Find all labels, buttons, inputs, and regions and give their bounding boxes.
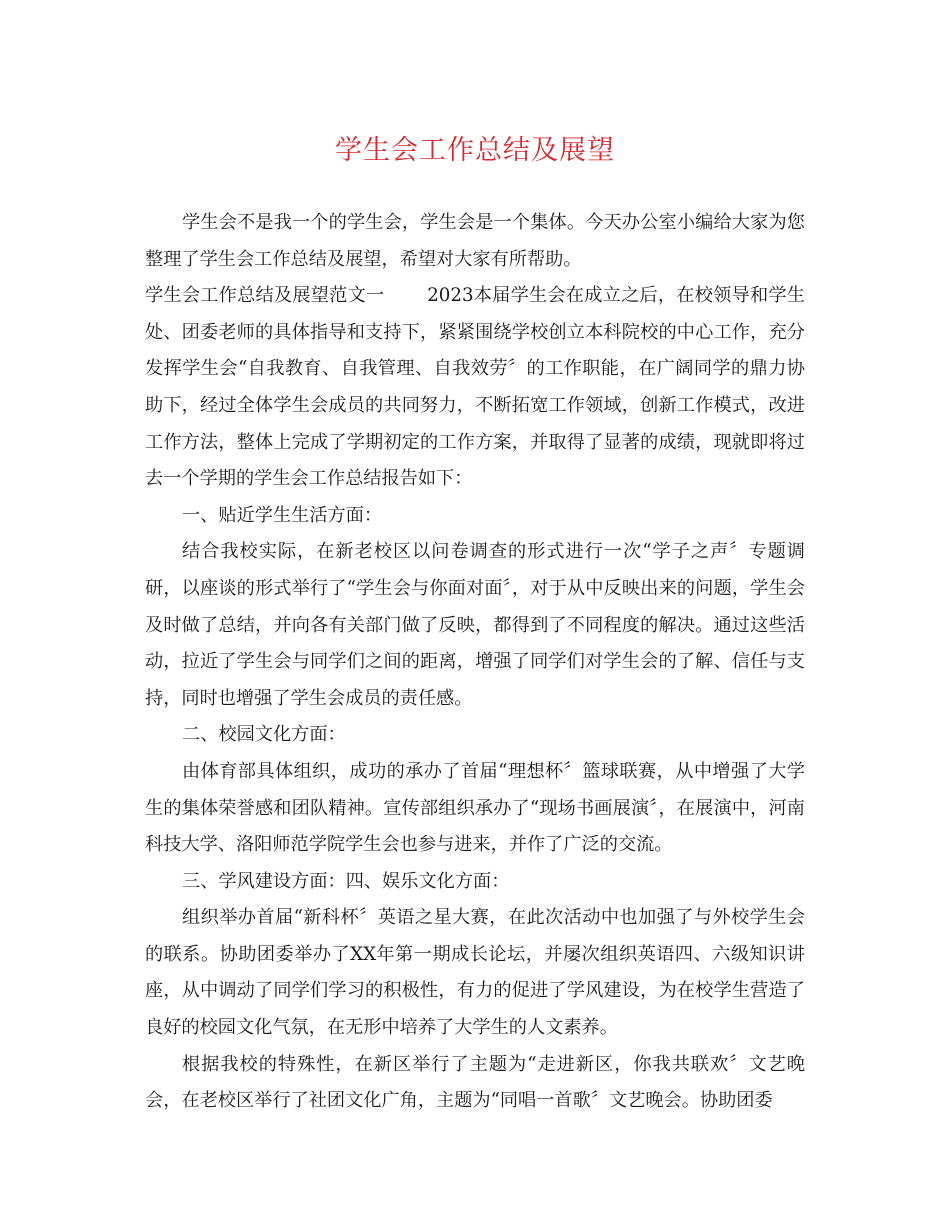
section-heading-campus-culture: 二、校园文化方面： [182,724,346,746]
section-heading-study-entertainment: 三、学风建设方面：四、娱乐文化方面： [182,870,510,892]
document-title: 学生会工作总结及展望 [335,135,615,166]
student-life-paragraph: 结合我校实际，在新老校区以问卷调查的形式进行一次“学子之声〞专题调研，以座谈的形式举行了“学生会与你面对面〞，对于从中反映出来的问题，学生会及时做了总结，并向各有关部门做了反映，都得到了不同程度的解决。通过这些活动，拉近了学生会与同学们之间的距离，增强了同学们对学生会的了解、信任与支持，同时也增强了学生会成员的责任感。 [145,541,805,709]
document-body [145,205,805,1120]
section-heading-student-life: 一、贴近学生生活方面： [182,504,383,526]
entertainment-paragraph: 根据我校的特殊性，在新区举行了主题为“走进新区，你我共联欢〞文艺晚会，在老校区举行了社团文化广角，主题为“同唱一首歌〞文艺晚会。协助团委 [145,1053,805,1112]
study-style-paragraph: 组织举办首届“新科杯〞英语之星大赛，在此次活动中也加强了与外校学生会的联系。协助团委举办了XX年第一期成长论坛，并屡次组织英语四、六级知识讲座，从中调动了同学们学习的积极性，有力的促进了学风建设，为在校学生营造了良好的校园文化气氛，在无形中培养了大学生的人文素养。 [145,907,805,1039]
intro-paragraph: 学生会不是我一个的学生会，学生会是一个集体。今天办公室小编给大家为您整理了学生会工作总结及展望，希望对大家有所帮助。 [145,212,805,270]
campus-culture-paragraph: 由体育部具体组织，成功的承办了首届“理想杯〞篮球联赛，从中增强了大学生的集体荣誉感和团队精神。宣传部组织承办了“现场书画展演〞，在展演中，河南科技大学、洛阳师范学院学生会也参与进来，并作了广泛的交流。 [145,760,805,856]
sample-intro-paragraph: 学生会工作总结及展望范文一 2023本届学生会在成立之后，在校领导和学生处、团委老师的具体指导和支持下，紧紧围绕学校创立本科院校的中心工作，充分发挥学生会“自我教育、自我管理、自我效劳〞的工作职能，在广阔同学的鼎力协助下，经过全体学生会成员的共同努力，不断拓宽工作领域，创新工作模式，改进工作方法，整体上完成了学期初定的工作方案，并取得了显著的成绩，现就即将过去一个学期的学生会工作总结报告如下： [145,285,805,490]
